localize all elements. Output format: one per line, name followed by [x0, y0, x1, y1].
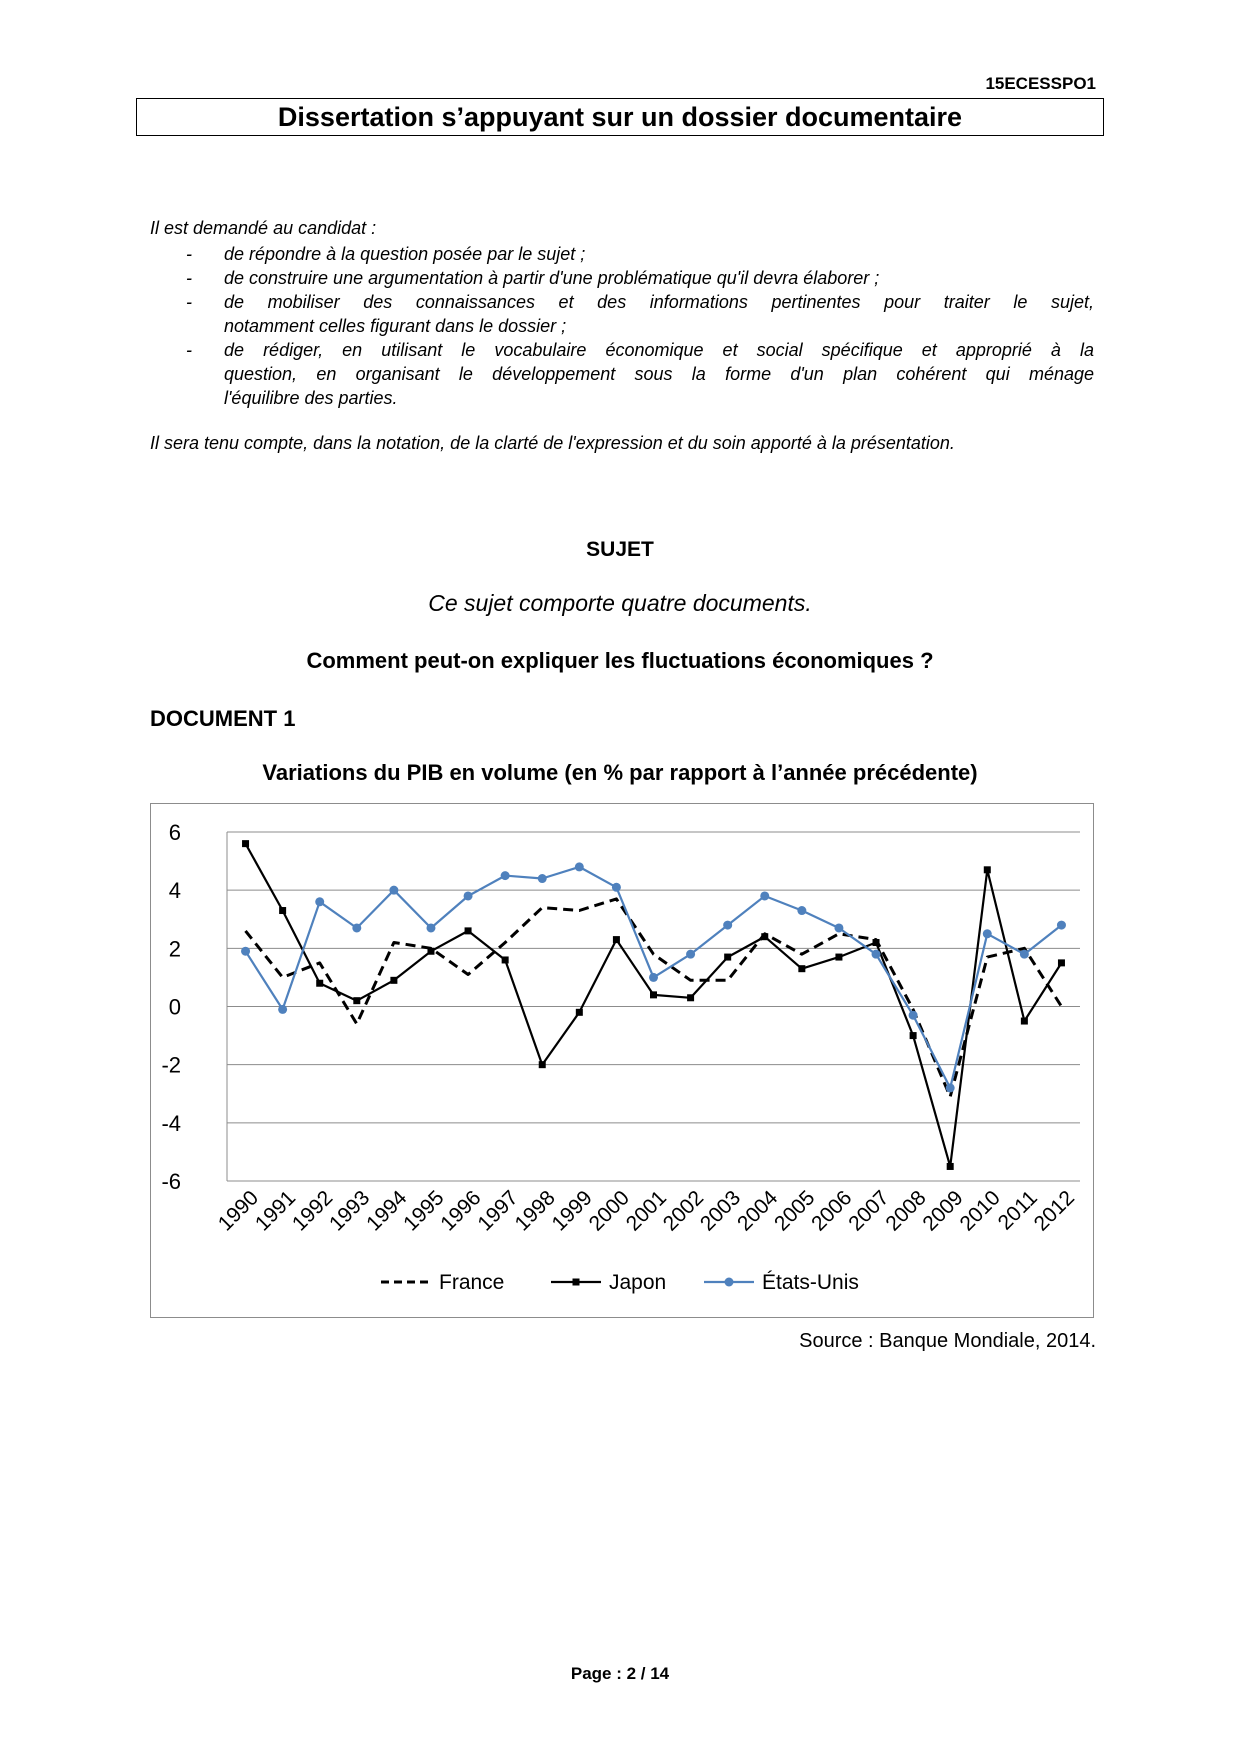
data-point	[760, 891, 769, 900]
data-point	[427, 948, 434, 955]
data-point	[649, 973, 658, 982]
x-tick-label: 2012	[1029, 1186, 1079, 1236]
data-point	[724, 954, 731, 961]
data-point	[316, 980, 323, 987]
data-point	[279, 907, 286, 914]
data-point	[502, 956, 509, 963]
subject-question: Comment peut-on expliquer les fluctuations économiques ?	[306, 648, 934, 673]
data-point	[723, 921, 732, 930]
document-code: 15ECESSPO1	[985, 74, 1096, 93]
y-tick-label: 4	[168, 878, 181, 904]
list-item	[150, 290, 1094, 338]
x-tick-label: 2001	[621, 1186, 672, 1236]
x-tick-label: 1994	[362, 1186, 412, 1236]
list-item-line: l'équilibre des parties.	[224, 388, 398, 408]
y-tick-label: 0	[168, 994, 181, 1020]
data-point	[798, 965, 805, 972]
list-item-line: de construire une argumentation à partir d'une problématique qu'il devra élaborer ;	[224, 268, 880, 288]
x-tick-label: 1998	[510, 1186, 560, 1236]
y-tick-label: -2	[161, 1052, 181, 1078]
chart-frame	[150, 803, 1094, 1318]
legend-label: États-Unis	[762, 1271, 859, 1294]
x-tick-label: 2011	[993, 1186, 1042, 1235]
y-tick-label: -4	[161, 1110, 181, 1136]
x-tick-label: 2007	[844, 1186, 894, 1236]
x-tick-label: 2000	[584, 1186, 634, 1236]
data-point	[315, 897, 324, 906]
data-point	[464, 891, 473, 900]
data-point	[576, 1009, 583, 1016]
data-point	[278, 1005, 287, 1014]
source-note: Source : Banque Mondiale, 2014.	[799, 1330, 1096, 1352]
data-point	[687, 994, 694, 1001]
list-item-line: question, en organisant le développement sous la forme d'un plan cohérent qui ménage	[224, 364, 1094, 384]
x-tick-label: 1995	[399, 1186, 449, 1236]
list-item-text	[224, 242, 1094, 266]
list-item-line: de répondre à la question posée par le sujet ;	[224, 244, 586, 264]
data-point	[1020, 950, 1029, 959]
data-point	[501, 871, 510, 880]
x-tick-label: 1999	[547, 1186, 597, 1236]
chart-title: Variations du PIB en volume (en % par rapport à l’année précédente)	[262, 760, 978, 785]
data-point	[946, 1083, 955, 1092]
x-tick-label: 2008	[881, 1186, 931, 1236]
legend-marker	[573, 1279, 580, 1286]
list-item	[150, 266, 1094, 290]
data-point	[761, 933, 768, 940]
subject-heading: SUJET	[586, 538, 654, 561]
data-point	[650, 991, 657, 998]
legend-marker	[725, 1278, 734, 1287]
list-item-line: notamment celles figurant dans le dossier ;	[224, 316, 567, 336]
list-item	[150, 338, 1094, 410]
page-title: Dissertation s’appuyant sur un dossier documentaire	[136, 98, 1104, 136]
list-item-line: de mobiliser des connaissances et des informations pertinentes pour traiter le sujet,	[224, 292, 1094, 312]
data-point	[426, 923, 435, 932]
instructions-intro: Il est demandé au candidat :	[150, 218, 377, 238]
document-label: DOCUMENT 1	[150, 706, 296, 731]
x-tick-label: 1992	[287, 1186, 338, 1236]
x-tick-label: 1990	[213, 1186, 264, 1236]
list-item	[150, 242, 1094, 266]
data-point	[575, 862, 584, 871]
y-tick-label: 2	[168, 936, 181, 962]
data-point	[983, 929, 992, 938]
x-tick-label: 1991	[250, 1186, 301, 1236]
bullet-dash: -	[186, 268, 192, 288]
y-tick-label: 6	[168, 820, 181, 845]
bullet-dash: -	[186, 244, 192, 264]
gdp-line-chart	[151, 804, 1093, 1317]
x-tick-label: 1997	[473, 1186, 523, 1236]
data-point	[797, 906, 806, 915]
data-point	[909, 1011, 918, 1020]
page-number: Page : 2 / 14	[570, 1664, 670, 1683]
legend-label: Japon	[609, 1271, 667, 1294]
bullet-dash: -	[186, 340, 192, 360]
list-item-text	[224, 290, 1094, 338]
data-point	[984, 866, 991, 873]
data-point	[538, 874, 547, 883]
x-tick-label: 2006	[807, 1186, 857, 1236]
instructions-list	[150, 242, 1094, 410]
y-tick-label: -6	[161, 1169, 181, 1194]
series-line-japon	[246, 844, 1062, 1167]
data-point	[539, 1061, 546, 1068]
bullet-dash: -	[186, 292, 192, 312]
data-point	[612, 883, 621, 892]
x-tick-label: 2003	[695, 1186, 746, 1236]
data-point	[390, 977, 397, 984]
instructions-final: Il sera tenu compte, dans la notation, de la clarté de l'expression et du soin apporté à la présentation.	[150, 433, 955, 453]
legend-label: France	[439, 1271, 505, 1294]
data-point	[873, 939, 880, 946]
data-point	[1057, 921, 1066, 930]
data-point	[872, 950, 881, 959]
data-point	[613, 936, 620, 943]
data-point	[242, 840, 249, 847]
data-point	[389, 886, 398, 895]
x-tick-label: 1993	[325, 1186, 375, 1236]
x-tick-label: 2004	[732, 1186, 783, 1236]
data-point	[910, 1032, 917, 1039]
x-tick-label: 2009	[918, 1186, 968, 1236]
data-point	[834, 923, 843, 932]
list-item-line: de rédiger, en utilisant le vocabulaire économique et social spécifique et approprié à la	[224, 340, 1094, 360]
list-item-text	[224, 266, 1094, 290]
data-point	[1058, 959, 1065, 966]
x-tick-label: 2010	[955, 1186, 1005, 1236]
data-point	[465, 927, 472, 934]
data-point	[835, 954, 842, 961]
list-item-text	[224, 338, 1094, 410]
subject-subheading: Ce sujet comporte quatre documents.	[428, 590, 812, 616]
data-point	[241, 947, 250, 956]
data-point	[352, 923, 361, 932]
data-point	[947, 1163, 954, 1170]
x-tick-label: 2002	[658, 1186, 709, 1236]
data-point	[686, 950, 695, 959]
x-tick-label: 2005	[770, 1186, 820, 1236]
x-tick-label: 1996	[436, 1186, 486, 1236]
data-point	[353, 997, 360, 1004]
data-point	[1021, 1018, 1028, 1025]
